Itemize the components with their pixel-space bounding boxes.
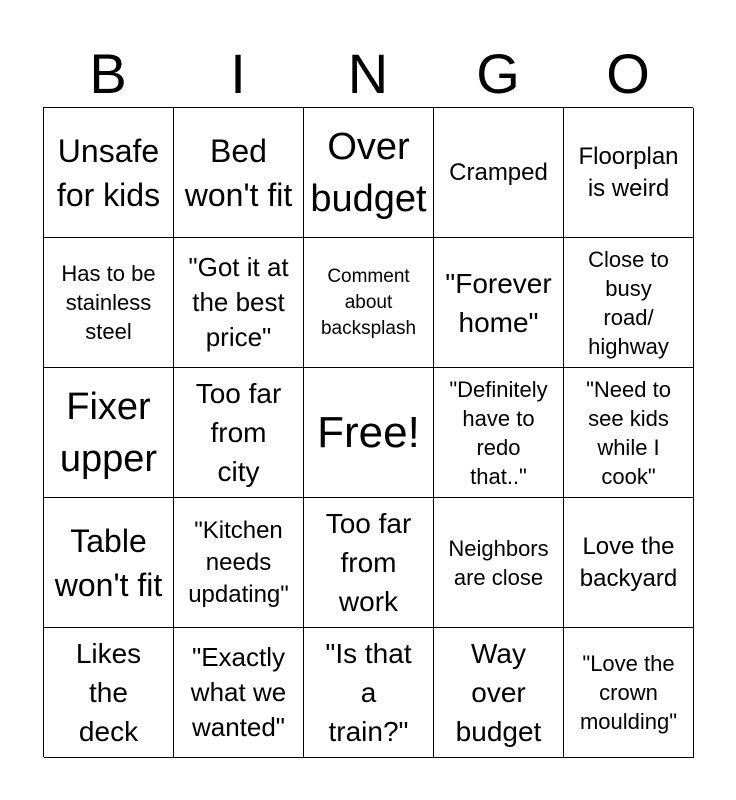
cell-text: Likes the deck bbox=[75, 638, 142, 747]
cell-text: "Forever home" bbox=[445, 267, 552, 338]
bingo-cell[interactable] bbox=[434, 628, 564, 758]
bingo-cell[interactable] bbox=[44, 108, 174, 238]
bingo-cell[interactable] bbox=[174, 498, 304, 628]
bingo-cell[interactable] bbox=[304, 628, 434, 758]
cell-text: Comment about backsplash bbox=[320, 265, 417, 339]
cell-text: "Love the crown moulding" bbox=[579, 651, 678, 734]
bingo-cell[interactable] bbox=[434, 368, 564, 498]
cell-text: Too far from city bbox=[195, 378, 282, 487]
free-space[interactable] bbox=[304, 368, 434, 498]
bingo-cell[interactable] bbox=[304, 498, 434, 628]
bingo-cell[interactable] bbox=[564, 238, 694, 368]
bingo-board bbox=[43, 107, 693, 757]
cell-text: Fixer upper bbox=[59, 385, 158, 480]
cell-text: Table won't fit bbox=[54, 522, 163, 603]
cell-text: "Got it at the best price" bbox=[188, 252, 289, 352]
bingo-cell[interactable] bbox=[44, 628, 174, 758]
bingo-cell[interactable] bbox=[564, 498, 694, 628]
cell-text: Too far from work bbox=[325, 508, 412, 617]
cell-text: Unsafe for kids bbox=[56, 132, 161, 213]
bingo-header bbox=[43, 40, 693, 108]
cell-text: "Need to see kids while I cook" bbox=[586, 376, 671, 489]
cell-text: "Kitchen needs updating" bbox=[188, 516, 289, 608]
header-letter-b: B bbox=[89, 42, 127, 105]
cell-text: "Exactly what we wanted" bbox=[190, 642, 287, 742]
header-letter-g: G bbox=[476, 42, 520, 105]
bingo-cell[interactable] bbox=[304, 238, 434, 368]
bingo-cell[interactable] bbox=[174, 238, 304, 368]
cell-text: Neighbors are close bbox=[448, 535, 549, 590]
bingo-cell[interactable] bbox=[174, 628, 304, 758]
cell-text: "Is that a train?" bbox=[325, 638, 412, 747]
bingo-cell[interactable] bbox=[434, 498, 564, 628]
header-letter-n: N bbox=[347, 42, 389, 105]
cell-text: Way over budget bbox=[455, 638, 542, 747]
cell-text: Cramped bbox=[449, 158, 548, 186]
bingo-cell[interactable] bbox=[44, 238, 174, 368]
cell-text: Over budget bbox=[310, 125, 427, 220]
bingo-cell[interactable] bbox=[434, 238, 564, 368]
bingo-cell[interactable] bbox=[174, 108, 304, 238]
bingo-cell[interactable] bbox=[564, 108, 694, 238]
bingo-cell[interactable] bbox=[434, 108, 564, 238]
header-letter-i: I bbox=[230, 42, 246, 105]
bingo-cell[interactable] bbox=[304, 108, 434, 238]
cell-text: Bed won't fit bbox=[184, 132, 293, 213]
bingo-cell[interactable] bbox=[564, 368, 694, 498]
cell-text: Close to busy road/ highway bbox=[588, 246, 669, 359]
cell-text: Free! bbox=[317, 407, 420, 457]
bingo-cell[interactable] bbox=[44, 498, 174, 628]
header-letter-o: O bbox=[606, 42, 650, 105]
bingo-cell[interactable] bbox=[174, 368, 304, 498]
cell-text: "Definitely have to redo that.." bbox=[449, 376, 548, 489]
bingo-cell[interactable] bbox=[44, 368, 174, 498]
bingo-cell[interactable] bbox=[564, 628, 694, 758]
cell-text: Love the backyard bbox=[579, 532, 678, 592]
cell-text: Has to be stainless steel bbox=[61, 261, 156, 344]
cell-text: Floorplan is weird bbox=[578, 142, 679, 202]
